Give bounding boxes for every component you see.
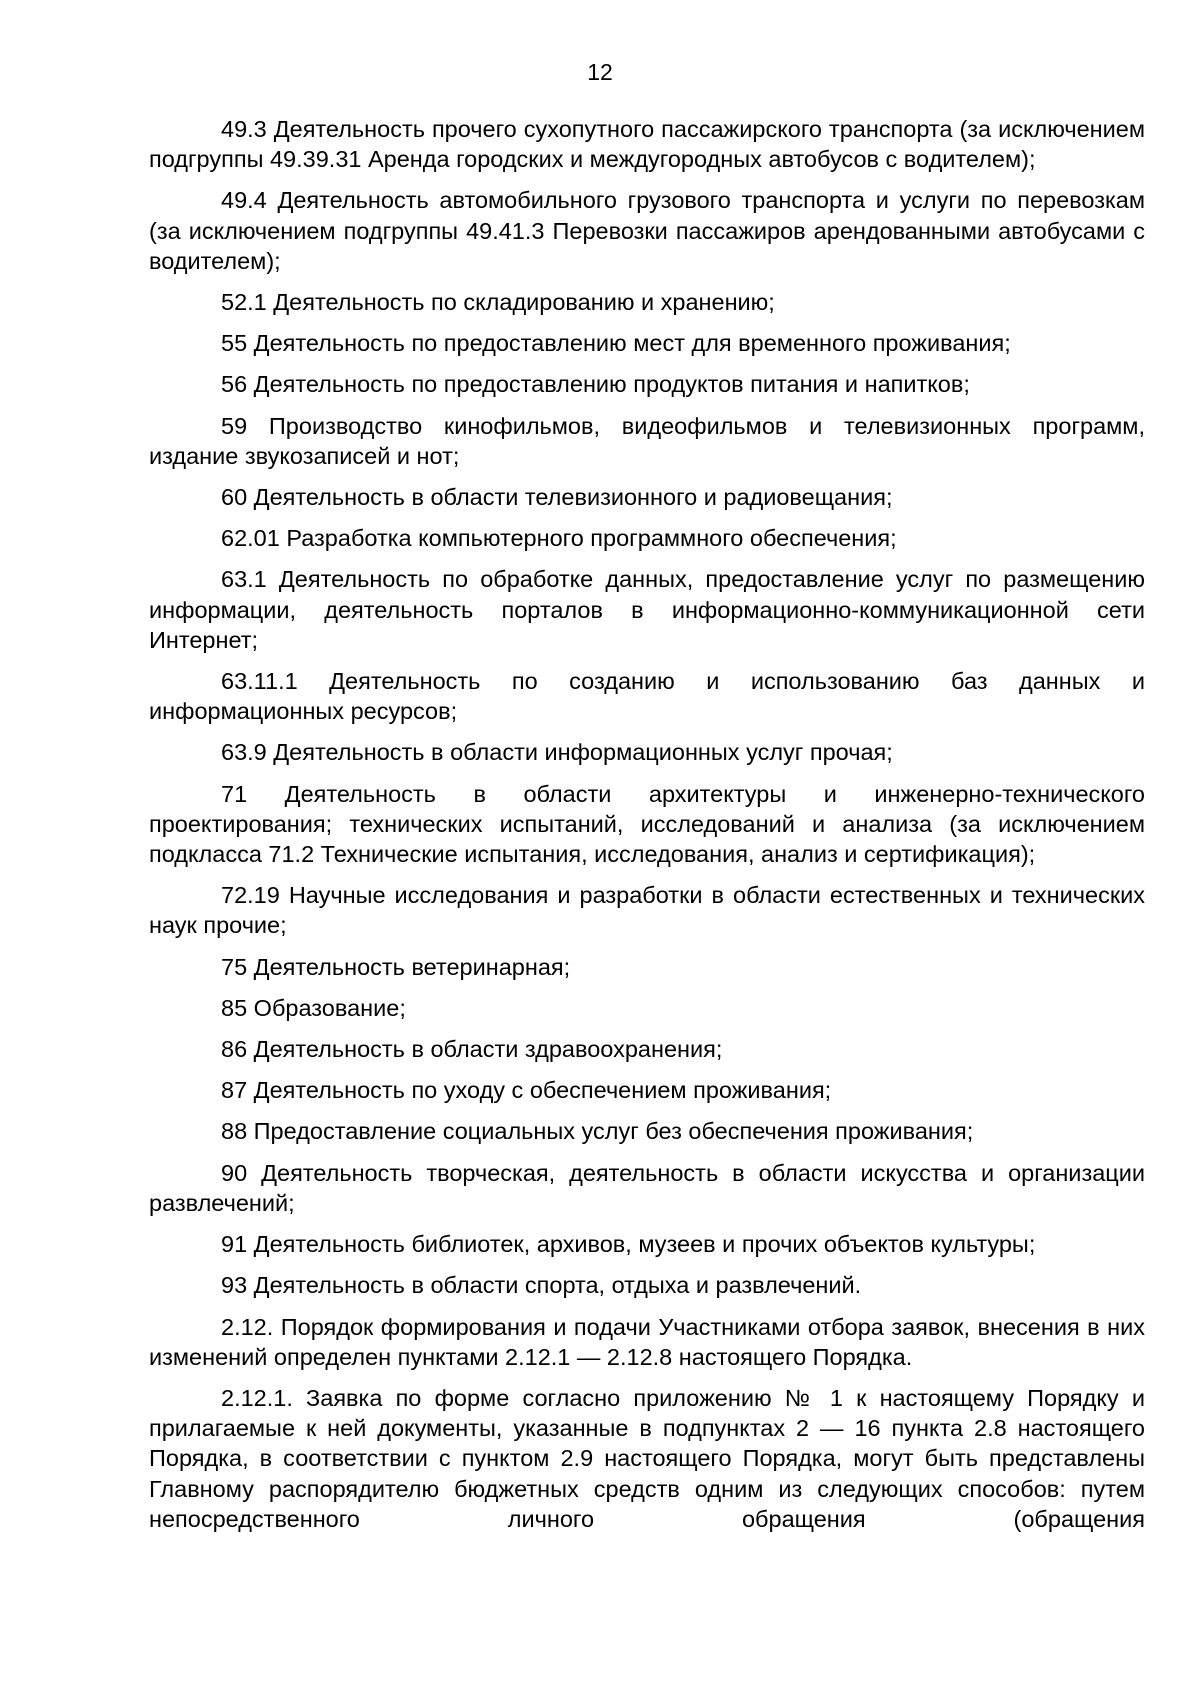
paragraph-2-12-1: 2.12.1. Заявка по форме согласно приложению № 1 к настоящему Порядку и прилагаемые к ней документы, указанные в подпунктах 2 — 16 пункта 2.8 настоящего Порядка, в соответствии с пунктом 2.9 настоящего Порядка, могут быть представлены Главному распорядителю бюджетных средств одним из следующих способов: путем непосредственного личного обращения (обращения — [149, 1384, 1145, 1532]
paragraph-88: 88 Предоставление социальных услуг без обеспечения проживания; — [221, 1118, 974, 1145]
paragraph-75: 75 Деятельность ветеринарная; — [221, 953, 571, 980]
paragraph-59: 59 Производство кинофильмов, видеофильмов и телевизионных программ, издание звукозаписей и нот; — [149, 412, 1145, 469]
paragraph-55: 55 Деятельность по предоставлению мест для временного проживания; — [221, 330, 1011, 357]
page-number: 12 — [587, 59, 613, 85]
paragraph-63-1: 63.1 Деятельность по обработке данных, предоставление услуг по размещению информации, деятельность порталов в информационно-коммуникационной сети Интернет; — [149, 566, 1145, 653]
paragraph-90: 90 Деятельность творческая, деятельность в области искусства и организации развлечений; — [149, 1159, 1145, 1216]
paragraph-56: 56 Деятельность по предоставлению продуктов питания и напитков; — [221, 371, 970, 398]
paragraph-63-11-1: 63.11.1 Деятельность по созданию и использованию баз данных и информационных ресурсов; — [149, 668, 1145, 725]
paragraph-91: 91 Деятельность библиотек, архивов, музеев и прочих объектов культуры; — [221, 1231, 1036, 1258]
document-body — [149, 114, 1145, 1545]
paragraph-86: 86 Деятельность в области здравоохранения; — [221, 1036, 723, 1063]
paragraph-49-4: 49.4 Деятельность автомобильного грузового транспорта и услуги по перевозкам (за исключением подгруппы 49.41.3 Перевозки пассажиров арендованными автобусами с водителем); — [149, 187, 1145, 274]
paragraph-63-9: 63.9 Деятельность в области информационных услуг прочая; — [221, 739, 893, 766]
paragraph-87: 87 Деятельность по уходу с обеспечением проживания; — [221, 1077, 832, 1104]
paragraph-93: 93 Деятельность в области спорта, отдыха и развлечений. — [221, 1272, 862, 1299]
paragraph-60: 60 Деятельность в области телевизионного и радиовещания; — [221, 484, 893, 511]
paragraph-62-01: 62.01 Разработка компьютерного программного обеспечения; — [221, 525, 897, 552]
paragraph-85: 85 Образование; — [221, 994, 406, 1021]
paragraph-2-12: 2.12. Порядок формирования и подачи Участниками отбора заявок, внесения в них изменений определен пунктами 2.12.1 — 2.12.8 настоящего Порядка. — [149, 1313, 1145, 1370]
paragraph-71: 71 Деятельность в области архитектуры и инженерно-технического проектирования; технических испытаний, исследований и анализа (за исключением подкласса 71.2 Технические испытания, исследования, анализ и сертификация); — [149, 780, 1145, 868]
paragraph-72-19: 72.19 Научные исследования и разработки в области естественных и технических наук прочие; — [149, 882, 1145, 939]
paragraph-49-3: 49.3 Деятельность прочего сухопутного пассажирского транспорта (за исключением подгруппы 49.39.31 Аренда городских и междугородных автобусов с водителем); — [149, 116, 1145, 173]
paragraph-52-1: 52.1 Деятельность по складированию и хранению; — [221, 289, 775, 316]
